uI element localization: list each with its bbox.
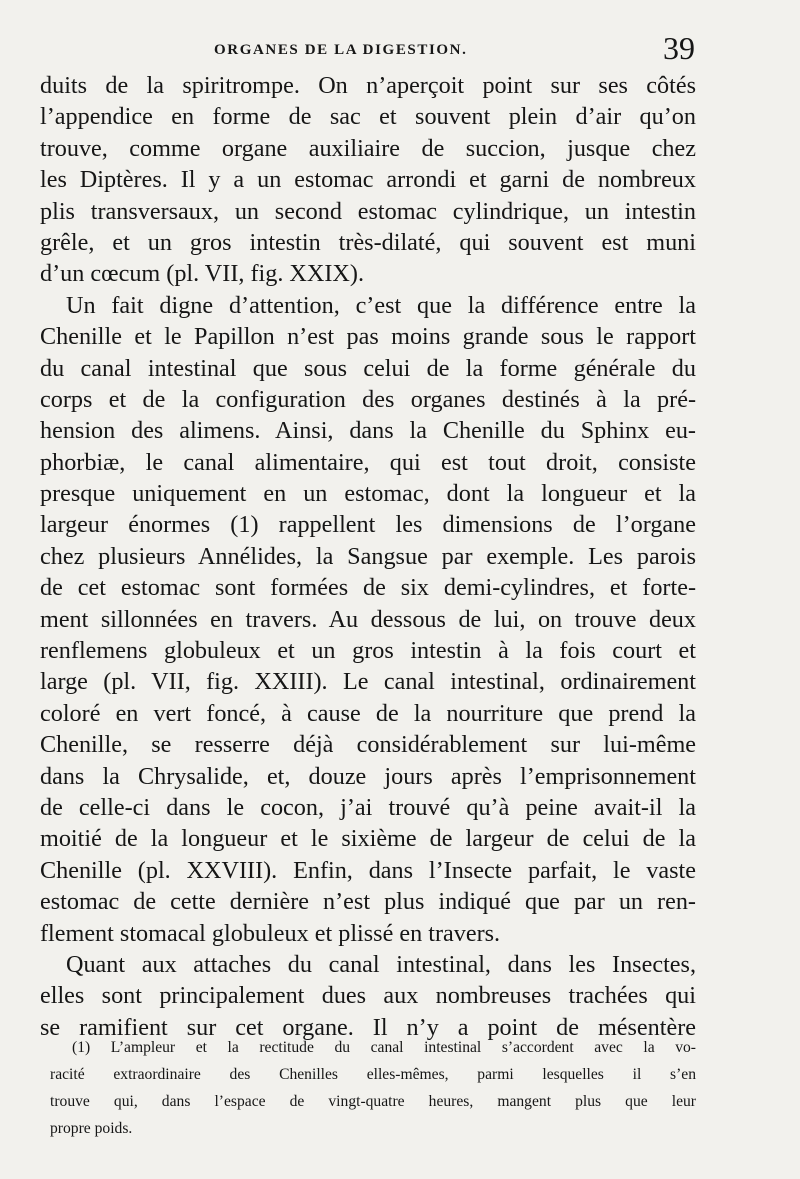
footnote <box>50 1034 696 1142</box>
footnote-line: racité extraordinaire des Chenilles elles-mêmes, parmi lesquelles il s’en <box>50 1066 696 1083</box>
text-line: plis transversaux, un second estomac cylindrique, un intestin <box>40 197 696 225</box>
text-line: d’un cœcum (pl. VII, fig. XXIX). <box>40 260 364 288</box>
text-line: chez plusieurs Annélides, la Sangsue par exemple. Les parois <box>40 542 696 570</box>
text-line: coloré en vert foncé, à cause de la nourriture que prend la <box>40 699 696 727</box>
text-line: flement stomacal globuleux et plissé en travers. <box>40 919 501 947</box>
text-line: Quant aux attaches du canal intestinal, dans les Insectes, <box>66 950 696 978</box>
footnote-line: (1) L’ampleur et la rectitude du canal intestinal s’accordent avec la vo- <box>72 1039 696 1056</box>
text-line: du canal intestinal que sous celui de la forme générale du <box>40 354 696 382</box>
text-line: les Diptères. Il y a un estomac arrondi et garni de nombreux <box>40 166 696 194</box>
text-line: grêle, et un gros intestin très-dilaté, qui souvent est muni <box>40 228 696 256</box>
page-header <box>40 30 695 70</box>
text-line: duits de la spiritrompe. On n’aperçoit point sur ses côtés <box>40 72 696 99</box>
text-line: moitié de la longueur et le sixième de largeur de celui de la <box>40 825 696 853</box>
text-line: de cet estomac sont formées de six demi-cylindres, et forte- <box>40 574 696 602</box>
text-line: se ramifient sur cet organe. Il n’y a point de mésentère <box>40 1013 696 1041</box>
text-line: de celle-ci dans le cocon, j’ai trouvé qu’à peine avait-il la <box>40 793 696 821</box>
text-line: largeur énormes (1) rappellent les dimensions de l’organe <box>40 511 696 539</box>
text-line: trouve, comme organe auxiliaire de succion, jusque chez <box>40 134 696 162</box>
text-line: phorbiæ, le canal alimentaire, qui est tout droit, consiste <box>40 448 696 476</box>
text-line: ment sillonnées en travers. Au dessous de lui, on trouve deux <box>40 605 696 633</box>
text-line: corps et de la configuration des organes destinés à la pré- <box>40 385 696 413</box>
page-number: 39 <box>663 30 695 66</box>
footnote-line: propre poids. <box>50 1120 133 1137</box>
text-line: l’appendice en forme de sac et souvent plein d’air qu’on <box>40 103 696 131</box>
body-text <box>40 70 696 1043</box>
text-line: renflemens globuleux et un gros intestin à la fois court et <box>40 637 696 665</box>
text-line: Chenille, se resserre déjà considérablement sur lui-même <box>40 731 696 759</box>
text-line: dans la Chrysalide, et, douze jours après l’emprisonnement <box>40 762 696 790</box>
text-line: hension des alimens. Ainsi, dans la Chenille du Sphinx eu- <box>40 417 696 445</box>
text-line: Chenille et le Papillon n’est pas moins grande sous le rapport <box>40 323 696 351</box>
text-line: elles sont principalement dues aux nombreuses trachées qui <box>40 982 696 1010</box>
text-line: Chenille (pl. XXVIII). Enfin, dans l’Insecte parfait, le vaste <box>40 856 696 884</box>
text-line: large (pl. VII, fig. XXIII). Le canal intestinal, ordinairement <box>40 668 696 696</box>
text-line: Un fait digne d’attention, c’est que la différence entre la <box>66 291 696 319</box>
text-line: presque uniquement en un estomac, dont la longueur et la <box>40 480 696 508</box>
text-line: estomac de cette dernière n’est plus indiqué que par un ren- <box>40 888 696 916</box>
running-title: ORGANES DE LA DIGESTION. <box>214 42 468 58</box>
footnote-line: trouve qui, dans l’espace de vingt-quatre heures, mangent plus que leur <box>50 1093 696 1110</box>
